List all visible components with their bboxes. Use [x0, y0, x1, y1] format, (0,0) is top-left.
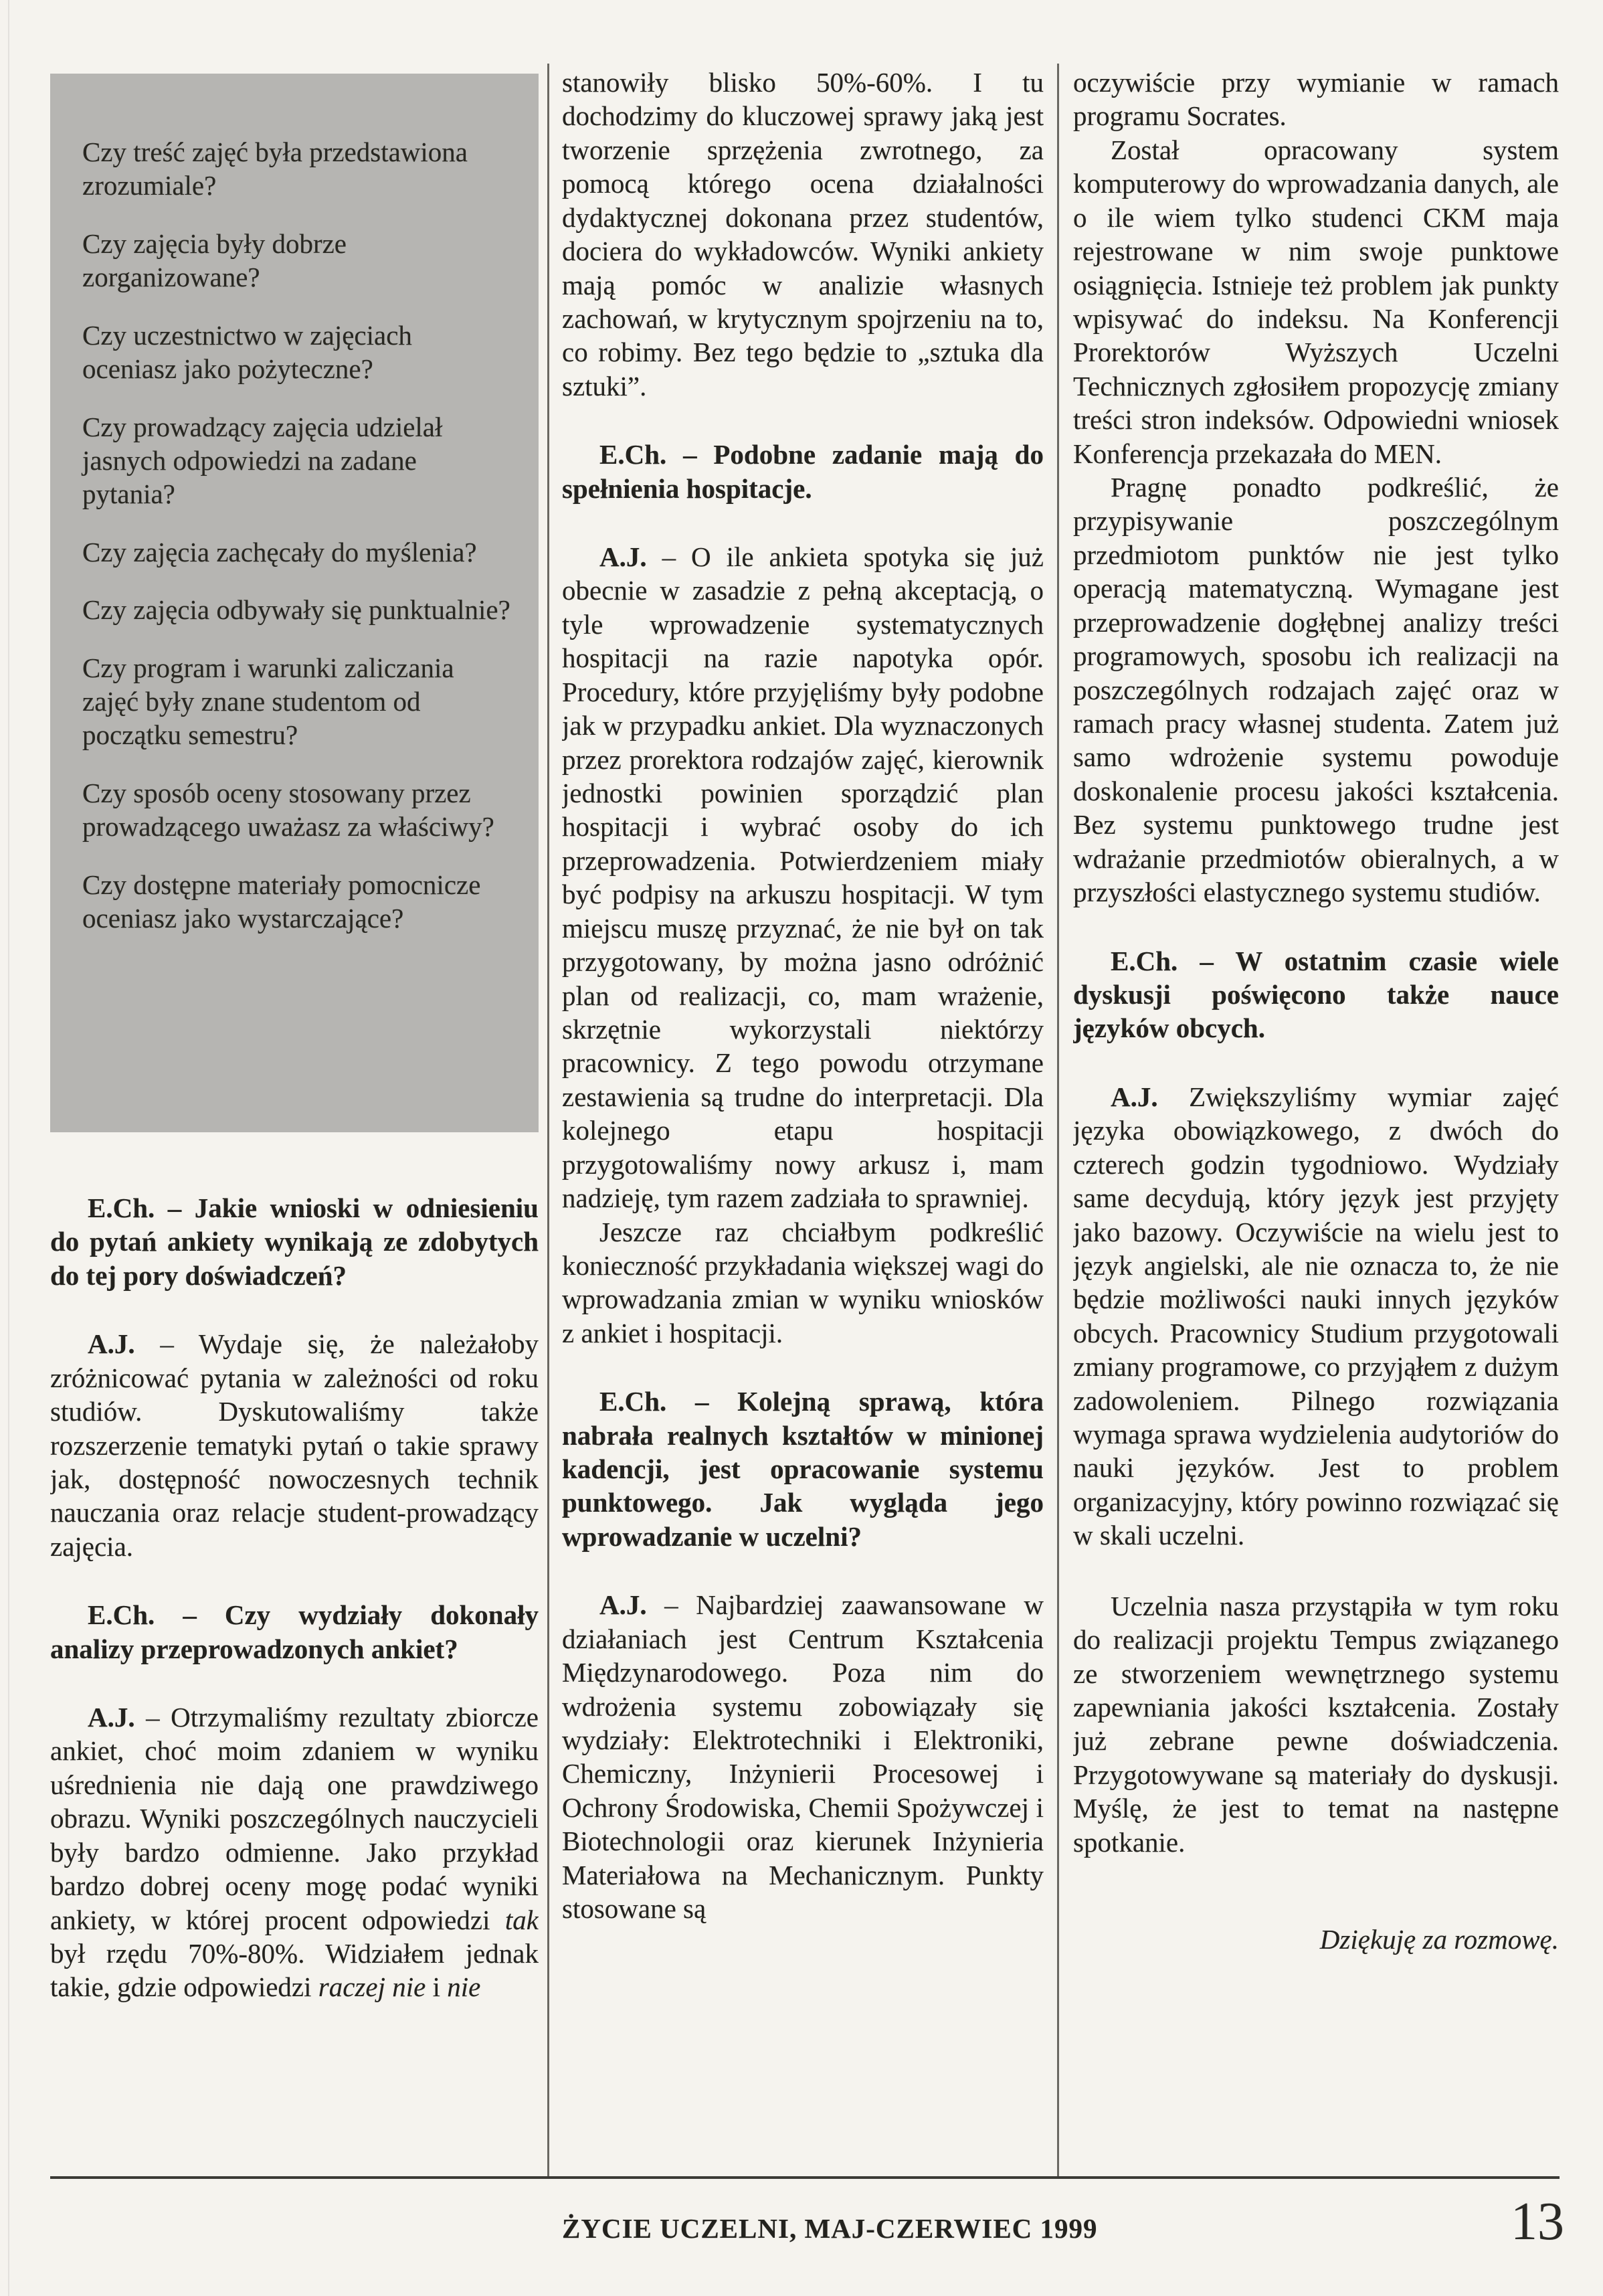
body-paragraph: stanowiły blisko 50%-60%. I tu dochodzimy do kluczowej sprawy jaką jest tworzenie sprzężenia zwrotnego, za pomocą którego ocena działalności dydaktycznej dokonana przez studentów, dociera do wykładowców. Wyniki ankiety mają pomóc w analizie własnych zachowań, w krytycznym spojrzeniu na to, co robimy. Bez tego będzie to „sztuka dla sztuki”.: [562, 67, 1044, 402]
speaker-initials: A.J.: [599, 541, 647, 573]
emphasized-survey-option: raczej nie: [318, 1971, 426, 2003]
column-divider: [1057, 64, 1059, 2177]
survey-question: Czy treść zajęć była przedstawiona zrozumiale?: [82, 137, 468, 201]
survey-question: Czy zajęcia zachęcały do myślenia?: [82, 536, 477, 567]
journal-footer: ŻYCIE UCZELNI, MAJ-CZERWIEC 1999: [562, 2213, 1098, 2244]
page-fold-line: [8, 0, 9, 2296]
emphasized-survey-option: tak: [504, 1904, 539, 1935]
survey-question: Czy sposób oceny stosowany przez prowadzącego uważasz za właściwy?: [82, 777, 494, 843]
survey-question-box: [50, 74, 539, 1132]
body-paragraph: Został opracowany system komputerowy do wprowadzania danych, ale o ile wiem tylko studenci CKM maja rejestrowane w nim swoje punktowe osiągnięcia. Istnieje też problem jak punkty wpisywać do indeksu. Na Konferencji Prorektorów Wyższych Uczelni Technicznych zgłosiłem propozycję zmiany treści stron indeksów. Odpowiedni wniosek Konferencja przekazała do MEN.: [1073, 134, 1559, 469]
answer-text: – Wydaje się, że należałoby zróżnicować pytania w zależności od roku studiów. Dyskutowaliśmy także rozszerzenie tematyki pytań o takie sprawy jak, dostępność nowoczesnych technik nauczania oraz relacje student-prowadzący zajęcia.: [50, 1328, 539, 1562]
answer-text: i: [426, 1971, 448, 2003]
survey-question: Czy program i warunki zaliczania zajęć były znane studentom od początku semestru?: [82, 652, 454, 751]
survey-question: Czy uczestnictwo w zajęciach oceniasz jako pożyteczne?: [82, 319, 412, 385]
answer-text: – O ile ankieta spotyka się już obecnie w zasadzie z pełną akceptacją, o tyle wprowadzenie systematycznych hospitacji na razie napotyka opór. Procedury, które przyjęliśmy były podobne jak w przypadku ankiet. Dla wyznaczonych przez prorektora rodzajów zajęć, kierownik jednostki powinien sporządzić plan hospitacji i wybrać osoby do ich przeprowadzenia. Potwierdzeniem miały być podpisy na arkuszu hospitacji. W tym miejscu muszę przyznać, że nie był on tak przygotowany, by można jasno odróżnić plan od realizacji, co, mam wrażenie, skrzętnie wykorzystali niektórzy pracownicy. Z tego powodu otrzymane zestawienia są trudne do interpretacji. Dla kolejnego etapu hospitacji przygotowaliśmy nowy arkusz i, mam nadzieję, tym razem zadziała to sprawniej.: [562, 541, 1044, 1214]
footer-rule: [50, 2176, 1560, 2179]
page-number: 13: [1511, 2192, 1564, 2251]
answer-text: – Otrzymaliśmy rezultaty zbiorcze ankiet, choć moim zdaniem w wyniku uśrednienia nie dają one prawdziwego obrazu. Wyniki poszczególnych nauczycieli były bardzo odmienne. Jako przykład bardzo dobrej oceny mogę podać wyniki ankiety, w której procent odpowiedzi: [50, 1702, 539, 1935]
body-paragraph: Uczelnia nasza przystąpiła w tym roku do realizacji projektu Tempus związanego ze stworzeniem wewnętrznego systemu zapewniania jakości kształcenia. Zostały już zebrane pewne doświadczenia. Przygotowywane są materiały do dyskusji. Myślę, że jest to temat na następne spotkanie.: [1073, 1590, 1559, 1858]
emphasized-survey-option: nie: [447, 1971, 481, 2003]
interview-question-heading: E.Ch. – Podobne zadanie mają do spełnienia hospitacje.: [562, 439, 1044, 504]
interview-question-heading: E.Ch. – Kolejną sprawą, która nabrała realnych kształtów w minionej kadencji, jest opracowanie systemu punktowego. Jak wygląda jego wprowadzanie w uczelni?: [562, 1386, 1044, 1552]
right-column: [1073, 66, 1559, 2170]
answer-text: był rzędu 70%-80%. Widziałem jednak takie, gdzie odpowiedzi: [50, 1938, 539, 2003]
speaker-initials: A.J.: [88, 1328, 135, 1360]
interview-question-heading: E.Ch. – Czy wydziały dokonały analizy przeprowadzonych ankiet?: [50, 1599, 539, 1664]
survey-question: Czy zajęcia były dobrze zorganizowane?: [82, 228, 347, 293]
speaker-initials: A.J.: [599, 1589, 647, 1621]
speaker-initials: A.J.: [1111, 1081, 1158, 1112]
column-divider: [547, 64, 549, 2177]
body-paragraph: Jeszcze raz chciałbym podkreślić konieczność przykładania większej wagi do wprowadzania zmian w wyniku wniosków z ankiet i hospitacji.: [562, 1216, 1044, 1348]
left-column: [50, 74, 539, 2178]
survey-question: Czy prowadzący zajęcia udzielał jasnych odpowiedzi na zadane pytania?: [82, 411, 443, 510]
survey-question: Czy zajęcia odbywały się punktualnie?: [82, 594, 510, 626]
interview-answer-paragraph: [50, 1327, 539, 1563]
middle-column: [562, 66, 1044, 2170]
interview-answer-paragraph: [562, 1588, 1044, 1925]
speaker-initials: A.J.: [88, 1702, 135, 1733]
interview-question-heading: E.Ch. – Jakie wnioski w odniesieniu do pytań ankiety wynikają ze zdobytych do tej pory doświadczeń?: [50, 1193, 539, 1291]
answer-text: – Najbardziej zaawansowane w działaniach jest Centrum Kształcenia Międzynarodowego. Poza nim do wdrożenia systemu zobowiązały się wydziały: Elektrotechniki i Elektroniki, Chemiczny, Inżynierii Procesowej i Ochrony Środowiska, Chemii Spożywczej i Biotechnologii oraz kierunek Inżynieria Materiałowa na Mechanicznym. Punkty stosowane są: [562, 1589, 1044, 1925]
interview-question-heading: E.Ch. – W ostatnim czasie wiele dyskusji poświęcono także nauce języków obcych.: [1073, 945, 1559, 1044]
interview-answer-paragraph: [562, 540, 1044, 1215]
body-paragraph: Pragnę ponadto podkreślić, że przypisywanie poszczególnym przedmiotom punktów nie jest tylko operacją matematyczną. Wymagane jest przeprowadzenie dogłębnej analizy treści programowych, sposobu ich realizacji na poszczególnych rodzajach zajęć oraz w ramach pracy własnej studenta. Zatem już samo wdrożenie systemu powoduje doskonalenie procesu jakości kształcenia. Bez systemu punktowego trudne jest wdrażanie przedmiotów obieralnych, a w przyszłości elastycznego systemu studiów.: [1073, 472, 1559, 908]
survey-question: Czy dostępne materiały pomocnicze oceniasz jako wystarczające?: [82, 869, 481, 934]
interview-closing-line: Dziękuję za rozmowę.: [1319, 1924, 1559, 1955]
interview-answer-paragraph: [50, 1700, 539, 2004]
body-paragraph: oczywiście przy wymianie w ramach programu Socrates.: [1073, 67, 1559, 132]
answer-text: Zwiększyliśmy wymiar zajęć języka obowiązkowego, z dwóch do czterech godzin tygodniowo. Wydziały same decydują, który język jest przyjęty jako bazowy. Oczywiście na wielu jest to język angielski, ale nie oznacza to, że nie będzie możliwości nauki innych języków obcych. Pracownicy Studium przygotowali zmiany programowe, co przyjąłem z dużym zadowoleniem. Pilnego rozwiązania wymaga sprawa wydzielenia audytoriów do nauki języków. Jest to problem organizacyjny, który powinno rozwiązać się w skali uczelni.: [1073, 1081, 1559, 1551]
interview-answer-paragraph: [1073, 1080, 1559, 1553]
